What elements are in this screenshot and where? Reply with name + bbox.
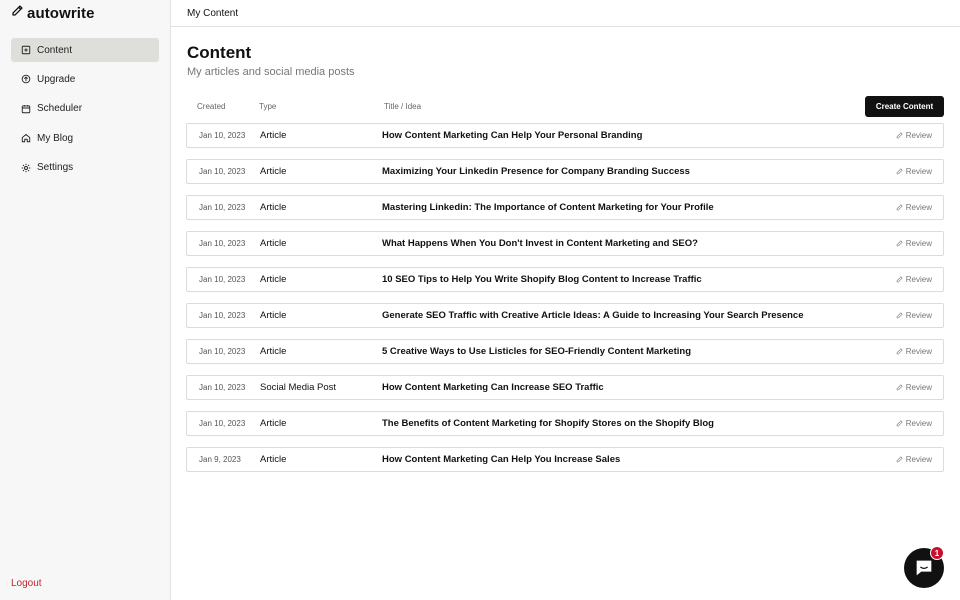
row-created: Jan 10, 2023 — [199, 167, 246, 176]
create-content-button[interactable]: Create Content — [865, 96, 944, 117]
row-type: Article — [260, 166, 287, 177]
page-title: Content — [187, 43, 252, 62]
review-label: Review — [905, 167, 932, 176]
row-created: Jan 10, 2023 — [199, 239, 246, 248]
row-created: Jan 10, 2023 — [199, 419, 246, 428]
row-created: Jan 10, 2023 — [199, 347, 246, 356]
row-title[interactable]: 10 SEO Tips to Help You Write Shopify Blog Content to Increase Traffic — [382, 274, 702, 285]
edit-pencil-icon — [896, 312, 903, 319]
row-type: Article — [260, 310, 287, 321]
sidebar-nav — [11, 38, 159, 185]
row-created: Jan 10, 2023 — [199, 383, 246, 392]
sidebar-item-my-blog[interactable] — [11, 126, 159, 150]
row-title[interactable]: How Content Marketing Can Increase SEO Traffic — [382, 382, 604, 393]
row-title[interactable]: Mastering Linkedin: The Importance of Content Marketing for Your Profile — [382, 202, 714, 213]
review-button[interactable] — [896, 131, 932, 140]
sidebar-item-label: Upgrade — [37, 73, 76, 85]
sidebar — [0, 0, 171, 600]
content-list — [186, 123, 944, 483]
row-title[interactable]: The Benefits of Content Marketing for Shopify Stores on the Shopify Blog — [382, 418, 714, 429]
review-button[interactable] — [896, 419, 932, 428]
review-label: Review — [905, 347, 932, 356]
review-label: Review — [905, 311, 932, 320]
sidebar-item-upgrade[interactable] — [11, 67, 159, 91]
row-created: Jan 10, 2023 — [199, 311, 246, 320]
row-title[interactable]: How Content Marketing Can Help You Increase Sales — [382, 454, 621, 465]
table-row[interactable] — [186, 411, 944, 436]
row-title[interactable]: How Content Marketing Can Help Your Personal Branding — [382, 130, 643, 141]
row-type: Article — [260, 130, 287, 141]
row-type: Article — [260, 202, 287, 213]
edit-pencil-icon — [896, 168, 903, 175]
table-row[interactable] — [186, 375, 944, 400]
row-type: Article — [260, 346, 287, 357]
edit-pencil-icon — [896, 384, 903, 391]
review-button[interactable] — [896, 311, 932, 320]
table-row[interactable] — [186, 231, 944, 256]
row-type: Article — [260, 454, 287, 465]
sidebar-item-label: My Blog — [37, 132, 74, 144]
home-icon — [21, 133, 31, 143]
review-button[interactable] — [896, 275, 932, 284]
row-type: Article — [260, 274, 287, 285]
row-title[interactable]: 5 Creative Ways to Use Listicles for SEO-Friendly Content Marketing — [382, 346, 692, 357]
sidebar-item-label: Settings — [37, 162, 74, 174]
row-type: Article — [260, 418, 287, 429]
page-subtitle: My articles and social media posts — [187, 66, 355, 78]
row-created: Jan 10, 2023 — [199, 131, 246, 140]
review-label: Review — [905, 455, 932, 464]
edit-pencil-icon — [896, 420, 903, 427]
table-row[interactable] — [186, 303, 944, 328]
review-button[interactable] — [896, 455, 932, 464]
table-row[interactable] — [186, 339, 944, 364]
table-row[interactable] — [186, 159, 944, 184]
row-type: Article — [260, 238, 287, 249]
table-row[interactable] — [186, 267, 944, 292]
edit-pencil-icon — [896, 456, 903, 463]
table-row[interactable] — [186, 195, 944, 220]
app-logo[interactable] — [11, 5, 95, 21]
review-button[interactable] — [896, 203, 932, 212]
review-button[interactable] — [896, 383, 932, 392]
pencil-icon — [11, 4, 24, 22]
sidebar-item-label: Scheduler — [37, 103, 83, 115]
square-plus-icon — [21, 45, 31, 55]
review-label: Review — [905, 419, 932, 428]
edit-pencil-icon — [896, 276, 903, 283]
row-created: Jan 10, 2023 — [199, 275, 246, 284]
table-row[interactable] — [186, 447, 944, 472]
edit-pencil-icon — [896, 204, 903, 211]
edit-pencil-icon — [896, 132, 903, 139]
arrow-up-circle-icon — [21, 74, 31, 84]
review-label: Review — [905, 275, 932, 284]
review-button[interactable] — [896, 239, 932, 248]
edit-pencil-icon — [896, 240, 903, 247]
sidebar-item-label: Content — [37, 44, 73, 56]
review-button[interactable] — [896, 167, 932, 176]
sidebar-item-content[interactable] — [11, 38, 159, 62]
calendar-icon — [21, 104, 31, 114]
notification-badge: 1 — [930, 546, 944, 560]
column-header-type[interactable]: Type — [259, 102, 277, 111]
review-label: Review — [905, 131, 932, 140]
breadcrumb: My Content — [187, 7, 239, 19]
sidebar-item-scheduler[interactable] — [11, 97, 159, 121]
review-label: Review — [905, 203, 932, 212]
column-header-title[interactable]: Title / Idea — [384, 102, 422, 111]
column-header-created[interactable]: Created — [197, 102, 226, 111]
row-created: Jan 9, 2023 — [199, 455, 241, 464]
row-title[interactable]: What Happens When You Don't Invest in Content Marketing and SEO? — [382, 238, 698, 249]
row-created: Jan 10, 2023 — [199, 203, 246, 212]
gear-icon — [21, 163, 31, 173]
row-title[interactable]: Maximizing Your Linkedin Presence for Company Branding Success — [382, 166, 690, 177]
review-label: Review — [905, 239, 932, 248]
app-name: autowrite — [27, 4, 95, 22]
chat-bubble-icon — [913, 557, 935, 579]
review-button[interactable] — [896, 347, 932, 356]
table-row[interactable] — [186, 123, 944, 148]
row-title[interactable]: Generate SEO Traffic with Creative Article Ideas: A Guide to Increasing Your Search Presence — [382, 310, 804, 321]
logout-link[interactable]: Logout — [11, 578, 42, 589]
review-label: Review — [905, 383, 932, 392]
top-bar — [171, 0, 960, 27]
row-type: Social Media Post — [260, 382, 337, 393]
sidebar-item-settings[interactable] — [11, 156, 159, 180]
edit-pencil-icon — [896, 348, 903, 355]
